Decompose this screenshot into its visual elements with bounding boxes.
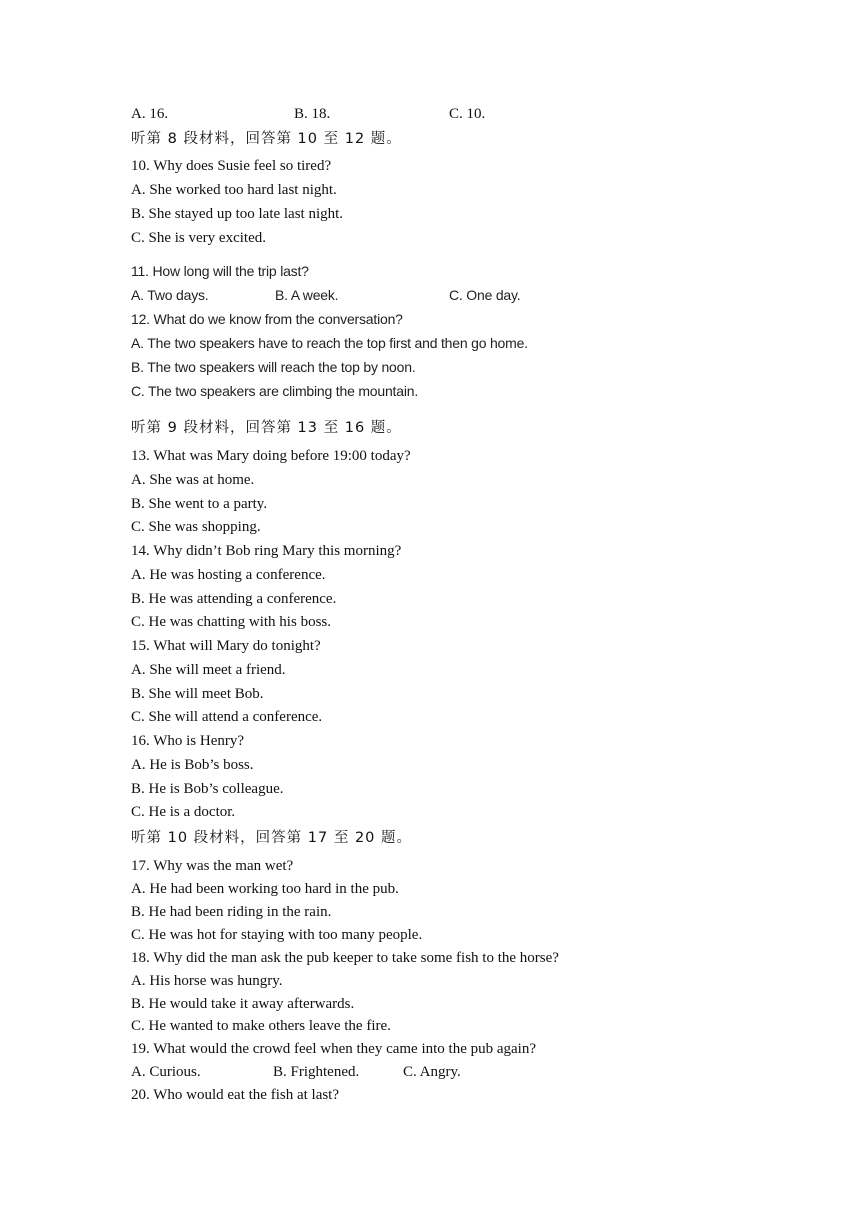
section-heading: 听第 8 段材料，回答第 10 至 12 题。 bbox=[131, 131, 402, 147]
option-a: A. She was at home. bbox=[131, 472, 255, 488]
question-text: 17. Why was the man wet? bbox=[131, 858, 294, 874]
option-a: A. He was hosting a conference. bbox=[131, 567, 326, 583]
option-b: B. A week. bbox=[275, 287, 339, 303]
option-b: B. He was attending a conference. bbox=[131, 591, 337, 607]
option-a: A. He is Bob’s boss. bbox=[131, 757, 254, 773]
option-a: A. Two days. bbox=[131, 287, 209, 303]
option-b: B. He had been riding in the rain. bbox=[131, 904, 332, 920]
option-a: A. She worked too hard last night. bbox=[131, 182, 337, 198]
option-a: A. His horse was hungry. bbox=[131, 973, 283, 989]
option-c: C. He was hot for staying with too many people. bbox=[131, 927, 423, 943]
option-c: C. She will attend a conference. bbox=[131, 709, 323, 725]
question-text: 14. Why didn’t Bob ring Mary this morning? bbox=[131, 543, 402, 559]
option-c: C. She is very excited. bbox=[131, 230, 266, 246]
option-c: C. 10. bbox=[449, 106, 486, 122]
option-c: C. She was shopping. bbox=[131, 519, 261, 535]
option-a: A. She will meet a friend. bbox=[131, 662, 286, 678]
question-text: 12. What do we know from the conversation? bbox=[131, 311, 403, 327]
option-b: B. She went to a party. bbox=[131, 496, 268, 512]
option-b: B. She will meet Bob. bbox=[131, 686, 264, 702]
question-text: 20. Who would eat the fish at last? bbox=[131, 1087, 340, 1103]
option-b: B. Frightened. bbox=[273, 1064, 360, 1080]
option-b: B. He would take it away afterwards. bbox=[131, 996, 355, 1012]
question-text: 19. What would the crowd feel when they came into the pub again? bbox=[131, 1041, 537, 1057]
option-b: B. He is Bob’s colleague. bbox=[131, 781, 284, 797]
question-text: 10. Why does Susie feel so tired? bbox=[131, 158, 332, 174]
option-b: B. 18. bbox=[294, 106, 331, 122]
section-heading: 听第 9 段材料，回答第 13 至 16 题。 bbox=[131, 420, 402, 436]
option-c: C. The two speakers are climbing the mountain. bbox=[131, 383, 419, 399]
option-c: C. He was chatting with his boss. bbox=[131, 614, 331, 630]
question-text: 15. What will Mary do tonight? bbox=[131, 638, 321, 654]
option-a: A. 16. bbox=[131, 106, 169, 122]
section-heading: 听第 10 段材料，回答第 17 至 20 题。 bbox=[131, 830, 413, 846]
option-a: A. Curious. bbox=[131, 1064, 201, 1080]
question-text: 16. Who is Henry? bbox=[131, 733, 245, 749]
question-text: 13. What was Mary doing before 19:00 today? bbox=[131, 448, 411, 464]
option-c: C. Angry. bbox=[403, 1064, 461, 1080]
option-b: B. The two speakers will reach the top by noon. bbox=[131, 359, 416, 375]
option-a: A. The two speakers have to reach the top first and then go home. bbox=[131, 335, 528, 351]
option-c: C. He is a doctor. bbox=[131, 804, 236, 820]
question-text: 18. Why did the man ask the pub keeper to take some fish to the horse? bbox=[131, 950, 559, 966]
option-c: C. He wanted to make others leave the fire. bbox=[131, 1018, 391, 1034]
option-b: B. She stayed up too late last night. bbox=[131, 206, 344, 222]
option-c: C. One day. bbox=[449, 287, 521, 303]
question-text: 11. How long will the trip last? bbox=[131, 263, 309, 279]
option-a: A. He had been working too hard in the pub. bbox=[131, 881, 399, 897]
